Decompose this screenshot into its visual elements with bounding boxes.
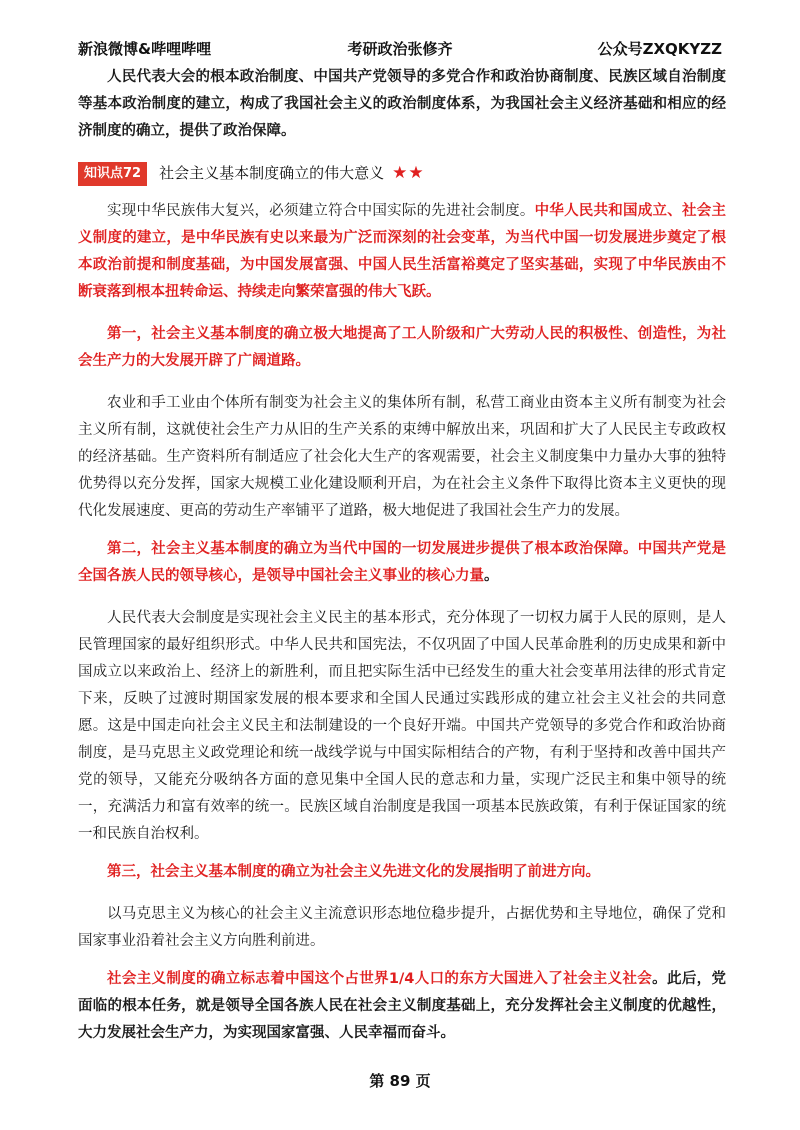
third-point-body: 以马克思主义为核心的社会主义主流意识形态地位稳步提升，占据优势和主导地位，确保了党和国家事业沿着社会主义方向胜利前进。 — [78, 906, 726, 949]
third-point-heading: 第三，社会主义基本制度的确立为社会主义先进文化的发展指明了前进方向。 — [107, 864, 600, 880]
significance-plain-text: 实现中华民族伟大复兴，必须建立符合中国实际的先进社会制度。 — [107, 203, 535, 219]
significance-paragraph — [78, 198, 726, 306]
knowledge-point-heading — [78, 160, 726, 187]
second-point-body: 人民代表大会制度是实现社会主义民主的基本形式，充分体现了一切权力属于人民的原则，是人民管理国家的最好组织形式。中华人民共和国宪法，不仅巩固了中国人民革命胜利的历史成果和新中国成立以来政治上、经济上的新胜利，而且把实际生活中已经发生的重大社会变革用法律的形式肯定下来，反映了过渡时期国家发展的根本要求和全国人民通过实践形成的建立社会主义社会的共同意愿。这是中国走向社会主义民主和法制建设的一个良好开端。中国共产党领导的多党合作和政治协商制度，是马克思主义政党理论和统一战线学说与中国实际相结合的产物，有利于坚持和改善中国共产党的领导，又能充分吸纳各方面的意见集中全国人民的意志和力量，实现广泛民主和集中领导的统一，充满活力和富有效率的统一。民族区域自治制度是我国一项基本民族政策，有利于保证国家的统一和民族自治权利。 — [78, 610, 726, 842]
intro-paragraph: 人民代表大会的根本政治制度、中国共产党领导的多党合作和政治协商制度、民族区域自治制度等基本政治制度的建立，构成了我国社会主义的政治制度体系，为我国社会主义经济基础和相应的经济制度的确立，提供了政治保障。 — [78, 69, 726, 139]
importance-stars: ★★ — [392, 163, 425, 183]
second-point-heading-period: 。 — [484, 568, 499, 584]
page-content — [78, 64, 726, 1047]
closing-paragraph — [78, 966, 726, 1047]
header-wechat-account: 公众号ZXQKYZZ — [597, 40, 722, 58]
knowledge-point-badge: 知识点72 — [78, 162, 147, 186]
closing-highlight: 社会主义制度的确立标志着中国这个占世界1/4人口的东方大国进入了社会主义社会 — [107, 971, 653, 987]
second-point-heading — [78, 536, 726, 590]
page-number: 第 89 页 — [369, 1072, 431, 1090]
first-point-body: 农业和手工业由个体所有制变为社会主义的集体所有制，私营工商业由资本主义所有制变为社会主义所有制，这就使社会生产力从旧的生产关系的束缚中解放出来，巩固和扩大了人民民主专政政权的经济基础。生产资料所有制适应了社会化大生产的客观需要，社会主义制度集中力量办大事的独特优势得以充分发挥，国家大规模工业化建设顺利开启，为在社会主义条件下取得比资本主义更快的现代化发展速度、更高的劳动生产率铺平了道路，极大地促进了我国社会生产力的发展。 — [78, 395, 726, 519]
closing-text: 。此后，党面临的根本任务，就是领导全国各族人民在社会主义制度基础上，充分发挥社会主义制度的优越性，大力发展社会生产力，为实现国家富强、人民幸福而奋斗。 — [78, 971, 726, 1041]
header-weibo-bilibili: 新浪微博&哔哩哔哩 — [78, 40, 212, 58]
header-author: 考研政治张修齐 — [347, 40, 453, 58]
significance-highlight: 中华人民共和国成立、社会主义制度的建立，是中华民族有史以来最为广泛而深刻的社会变革，为当代中国一切发展进步奠定了根本政治前提和制度基础，为中国发展富强、中国人民生活富裕奠定了坚实基础，实现了中华民族由不断衰落到根本扭转命运、持续走向繁荣富强的伟大飞跃。 — [78, 203, 727, 300]
second-point-heading-text: 第二，社会主义基本制度的确立为当代中国的一切发展进步提供了根本政治保障。中国共产党是全国各族人民的领导核心，是领导中国社会主义事业的核心力量 — [78, 541, 726, 584]
first-point-heading: 第一，社会主义基本制度的确立极大地提高了工人阶级和广大劳动人民的积极性、创造性，为社会生产力的大发展开辟了广阔道路。 — [78, 326, 726, 369]
knowledge-point-title: 社会主义基本制度确立的伟大意义 — [159, 164, 385, 182]
